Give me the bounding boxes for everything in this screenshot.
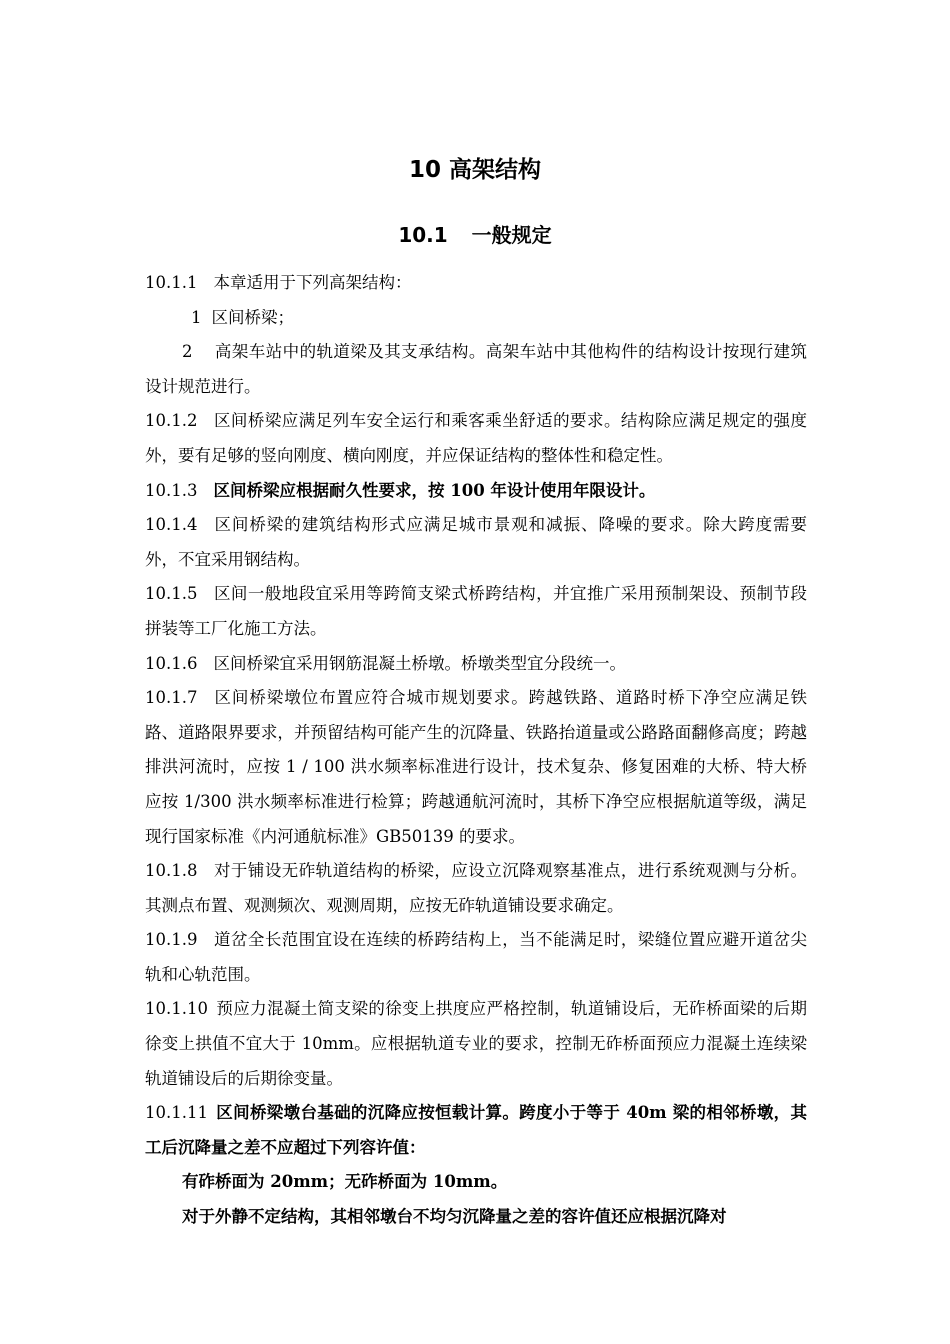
clause-10-1-5 — [145, 577, 807, 646]
list-number: 1 — [191, 307, 202, 327]
clause-text: 有砟桥面为 20mm；无砟桥面为 10mm。 — [182, 1172, 508, 1192]
clause-number: 10.1.11 — [145, 1103, 208, 1123]
clause-number: 10.1.7 — [145, 688, 198, 708]
clause-10-1-8 — [145, 854, 807, 923]
clause-10-1-3 — [145, 474, 807, 509]
list-item-2 — [145, 335, 807, 404]
clause-text: 区间桥梁的建筑结构形式应满足城市景观和减振、降噪的要求。除大跨度需要外，不宜采用钢结构。 — [145, 515, 807, 569]
clause-10-1-11 — [145, 1096, 807, 1165]
clause-text: 区间桥梁应根据耐久性要求，按 100 年设计使用年限设计。 — [213, 480, 656, 500]
body-text — [145, 266, 807, 1235]
clause-10-1-4 — [145, 508, 807, 577]
list-number: 2 — [182, 342, 193, 362]
clause-text: 道岔全长范围宜设在连续的桥跨结构上，当不能满足时，梁缝位置应避开道岔尖轨和心轨范围。 — [145, 930, 807, 984]
clause-number: 10.1.2 — [145, 411, 198, 431]
list-text: 区间桥梁； — [211, 307, 294, 327]
clause-10-1-1 — [145, 266, 807, 301]
clause-number: 10.1.3 — [145, 480, 198, 500]
clause-10-1-10 — [145, 992, 807, 1096]
clause-text: 对于铺设无砟轨道结构的桥梁，应设立沉降观察基准点，进行系统观测与分析。其测点布置、观测频次、观测周期，应按无砟轨道铺设要求确定。 — [145, 861, 807, 915]
clause-10-1-2 — [145, 404, 807, 473]
clause-number: 10.1.4 — [145, 515, 198, 535]
clause-number: 10.1.1 — [145, 273, 198, 292]
clause-text: 区间桥梁墩位布置应符合城市规划要求。跨越铁路、道路时桥下净空应满足铁路、道路限界要求，并预留结构可能产生的沉降量、铁路抬道量或公路路面翻修高度；跨越排洪河流时，应按 1 / 100 洪水频率标准进行设计，技术复杂、修复困难的大桥、特大桥应按 1/300 洪水频率标准进行检算；跨越通航河流时，其桥下净空应根据航道等级，满足现行国家标准《内河通航标准》GB50139 的要求。 — [145, 688, 807, 846]
clause-10-1-6 — [145, 647, 807, 682]
chapter-title: 10 高架结构 — [408, 157, 541, 183]
clause-text: 预应力混凝土简支梁的徐变上拱度应严格控制，轨道铺设后，无砟桥面梁的后期徐变上拱值不宜大于 10mm。应根据轨道专业的要求，控制无砟桥面预应力混凝土连续梁轨道铺设后的后期徐变量。 — [145, 999, 807, 1088]
list-item-1 — [145, 301, 807, 336]
clause-text: 区间桥梁应满足列车安全运行和乘客乘坐舒适的要求。结构除应满足规定的强度外，要有足够的竖向刚度、横向刚度，并应保证结构的整体性和稳定性。 — [145, 411, 807, 465]
clause-number: 10.1.10 — [145, 999, 208, 1019]
list-text: 高架车站中的轨道梁及其支承结构。高架车站中其他构件的结构设计按现行建筑设计规范进行。 — [145, 342, 807, 396]
section-heading — [0, 215, 950, 255]
clause-number: 10.1.8 — [145, 861, 198, 881]
clause-text: 区间一般地段宜采用等跨简支梁式桥跨结构，并宜推广采用预制架设、预制节段拼装等工厂化施工方法。 — [145, 584, 807, 638]
clause-number: 10.1.9 — [145, 930, 198, 950]
clause-number: 10.1.5 — [145, 584, 198, 604]
clause-number: 10.1.6 — [145, 653, 198, 673]
clause-10-1-11-limits — [145, 1165, 807, 1200]
clause-10-1-7 — [145, 681, 807, 854]
clause-text: 本章适用于下列高架结构： — [213, 273, 412, 292]
clause-10-1-9 — [145, 923, 807, 992]
clause-text: 对于外静不定结构，其相邻墩台不均匀沉降量之差的容许值还应根据沉降对 — [182, 1207, 727, 1227]
clause-text: 区间桥梁墩台基础的沉降应按恒载计算。跨度小于等于 40m 梁的相邻桥墩，其工后沉降量之差不应超过下列容许值： — [145, 1103, 807, 1157]
section-title: 一般规定 — [471, 223, 552, 247]
clause-10-1-11-statically-indeterminate — [145, 1200, 807, 1235]
section-number: 10.1 — [398, 223, 448, 247]
clause-text: 区间桥梁宜采用钢筋混凝土桥墩。桥墩类型宜分段统一。 — [213, 653, 626, 673]
